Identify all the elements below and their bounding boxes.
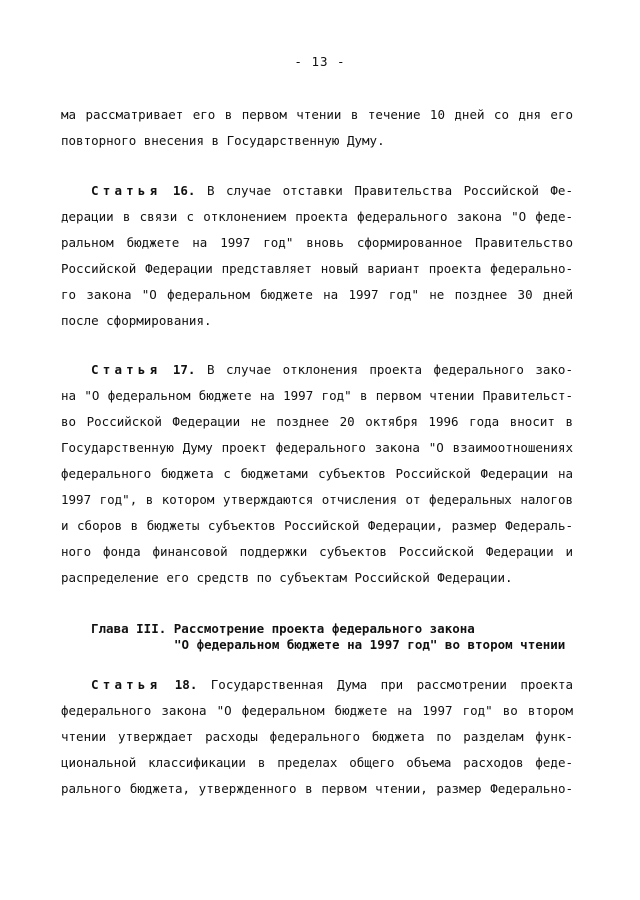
text-line: федерального бюджета с бюджетами субъектов Российской Федерации на	[61, 466, 573, 481]
text-line: го закона "О федеральном бюджете на 1997 год" не позднее 30 дней	[61, 287, 573, 302]
text-line: федерального закона "О федеральном бюджете на 1997 год" во втором	[61, 703, 573, 718]
article-number: 17.	[172, 362, 196, 377]
article-label: Статья	[91, 183, 162, 198]
text-line: чтении утверждает расходы федерального бюджета по разделам функ-	[61, 729, 573, 744]
text-line: циональной классификации в пределах общего объема расходов феде-	[61, 755, 573, 770]
text-line: повторного внесения в Государственную Думу.	[61, 133, 385, 148]
article-text: В случае отклонения проекта федерального зако-	[206, 362, 573, 377]
text-line: на "О федеральном бюджете на 1997 год" в первом чтении Правительст-	[61, 388, 573, 403]
article-text: Государственная Дума при рассмотрении проекта	[210, 677, 573, 692]
article-label: Статья	[91, 362, 162, 377]
text-line: во Российской Федерации не позднее 20 октября 1996 года вносит в	[61, 414, 573, 429]
text-line: Российской Федерации представляет новый вариант проекта федерально-	[61, 261, 573, 276]
article-text: В случае отставки Правительства Российской Фе-	[206, 183, 573, 198]
text-line: 1997 год", в котором утверждаются отчисления от федеральных налогов	[61, 492, 573, 507]
text-line: ма рассматривает его в первом чтении в течение 10 дней со дня его	[61, 107, 573, 122]
article-18-first-line	[91, 677, 573, 693]
article-number: 16.	[172, 183, 196, 198]
page-number: - 13 -	[294, 54, 346, 69]
article-label: Статья	[91, 677, 162, 692]
text-line: Государственную Думу проект федерального закона "О взаимоотношениях	[61, 440, 573, 455]
text-line: ного фонда финансовой поддержки субъектов Российской Федерации и	[61, 544, 573, 559]
article-16-first-line	[91, 183, 573, 199]
text-line: и сборов в бюджеты субъектов Российской Федерации, размер Федераль-	[61, 518, 573, 533]
chapter-heading-line-2: "О федеральном бюджете на 1997 год" во втором чтении	[174, 637, 566, 652]
text-line: ральном бюджете на 1997 год" вновь сформированное Правительство	[61, 235, 573, 250]
text-line: распределение его средств по субъектам Российской Федерации.	[61, 570, 513, 585]
article-number: 18.	[174, 677, 198, 692]
chapter-heading-line-1: Глава III. Рассмотрение проекта федерального закона	[91, 621, 475, 636]
text-line: рального бюджета, утвержденного в первом чтении, размер Федерально-	[61, 781, 573, 796]
text-line: дерации в связи с отклонением проекта федерального закона "О феде-	[61, 209, 573, 224]
article-17-first-line	[91, 362, 573, 378]
text-line: после сформирования.	[61, 313, 212, 328]
